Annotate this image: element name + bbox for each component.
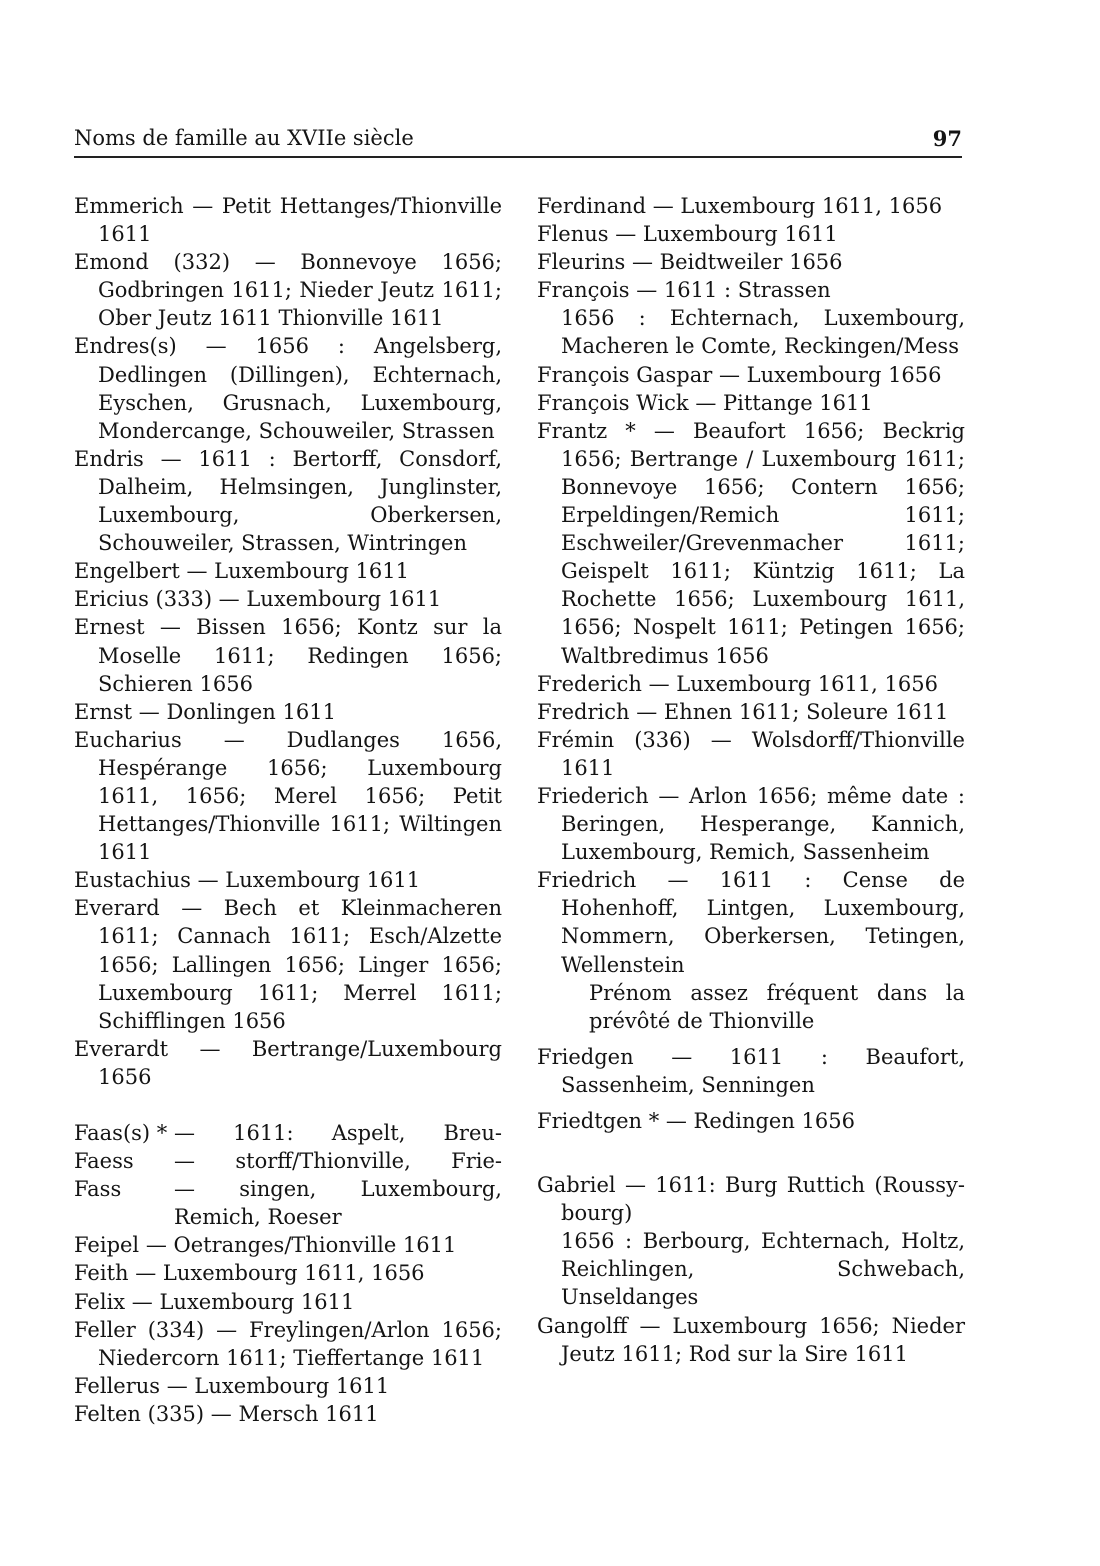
- name-faass: Faas(s) *: [74, 1121, 168, 1145]
- faas-line-1: — 1611: Aspelt, Breu-: [174, 1121, 502, 1145]
- entry-engelbert: Engelbert — Luxembourg 1611: [74, 559, 410, 584]
- entry-faas-group: [74, 1119, 502, 1231]
- entry-friedtgen: Friedtgen * — Redingen 1656: [537, 1109, 855, 1133]
- entry-feith: Feith — Luxembourg 1611, 1656: [74, 1261, 425, 1286]
- entry-frederich: Frederich — Luxembourg 1611, 1656: [537, 671, 938, 696]
- faas-name-variants: [74, 1119, 174, 1231]
- entry-francois-wick: François Wick — Pittange 1611: [537, 390, 873, 415]
- faas-line-rest: — singen, Luxembourg, Remich, Roeser: [174, 1177, 502, 1230]
- spacer: [537, 1035, 965, 1043]
- running-title: Noms de famille au XVIIe siècle: [74, 126, 414, 150]
- entry-feller: Feller (334) — Freylingen/Arlon 1656; Niedercorn 1611; Tieffertange 1611: [74, 1317, 502, 1370]
- name-fass: Fass: [74, 1177, 122, 1202]
- entry-eucharius: Eucharius — Dudlanges 1656, Hespérange 1656; Luxembourg 1611, 1656; Merel 1656; Petit Hettanges/Thionville 1611; Wiltingen 1611: [74, 727, 502, 865]
- spacer: [537, 1163, 965, 1171]
- entry-frantz: Frantz * — Beaufort 1656; Beckrig 1656; Bertrange / Luxembourg 1611; Bonnevoye 1656; Contern 1656; Erpeldingen/Remich 1611; Eschweiler/Grevenmacher 1611; Geispelt 1611; Küntzig 1611; La Rochette 1656; Luxembourg 1611, 1656; Nospelt 1611; Petingen 1656; Waltbredimus 1656: [537, 418, 965, 668]
- section-gap: [74, 1091, 502, 1119]
- entry-emmerich: Emmerich — Petit Hettanges/Thionville 1611: [74, 194, 502, 247]
- entry-eustachius: Eustachius — Luxembourg 1611: [74, 868, 421, 893]
- entry-fellerus: Fellerus — Luxembourg 1611: [74, 1373, 390, 1398]
- entry-endris: Endris — 1611 : Bertorff, Consdorf, Dalheim, Helmsingen, Junglinster, Luxembourg, Oberkersen, Schouweiler, Strassen, Wintringen: [74, 446, 502, 556]
- spacer: [537, 1099, 965, 1107]
- entry-endres: Endres(s) — 1656 : Angelsberg, Dedlingen (Dillingen), Echternach, Eyschen, Grusnach, Luxembourg, Mondercange, Schouweiler, Strassen: [74, 334, 502, 443]
- faas-body: [174, 1119, 502, 1231]
- entry-friedgen: Friedgen — 1611 : Beaufort, Sassenheim, Senningen: [537, 1044, 965, 1097]
- entry-gangolff: Gangolff — Luxembourg 1656; Nieder Jeutz 1611; Rod sur la Sire 1611: [537, 1313, 965, 1366]
- entry-friederich: Friederich — Arlon 1656; même date : Beringen, Hesperange, Kannich, Luxembourg, Remich, Sassenheim: [537, 783, 965, 865]
- entry-felix: Felix — Luxembourg 1611: [74, 1289, 355, 1314]
- entry-ernst: Ernst — Donlingen 1611: [74, 699, 336, 724]
- entry-feipel: Feipel — Oetranges/Thionville 1611: [74, 1233, 457, 1258]
- left-column: [74, 192, 502, 1428]
- entry-ferdinand: Ferdinand — Luxembourg 1611, 1656: [537, 194, 943, 218]
- friedrich-note: Prénom assez fréquent dans la prévôté de Thionville: [589, 980, 965, 1033]
- page-number: 97: [932, 126, 962, 151]
- entry-everardt: Everardt — Bertrange/Luxembourg 1656: [74, 1036, 502, 1089]
- entry-ernest: Ernest — Bissen 1656; Kontz sur la Moselle 1611; Redingen 1656; Schieren 1656: [74, 615, 502, 696]
- entry-fredrich: Fredrich — Ehnen 1611; Soleure 1611: [537, 699, 949, 724]
- name-faess: Faess: [74, 1149, 134, 1174]
- entry-gabriel: Gabriel — 1611: Burg Ruttich (Roussy-bourg): [537, 1173, 965, 1226]
- entry-fleurins: Fleurins — Beidtweiler 1656: [537, 250, 843, 275]
- running-header: [74, 126, 962, 158]
- entry-everard: Everard — Bech et Kleinmacheren 1611; Cannach 1611; Esch/Alzette 1656; Lallingen 1656; Linger 1656; Luxembourg 1611; Merrel 1611; Schifflingen 1656: [74, 896, 502, 1033]
- entry-flenus: Flenus — Luxembourg 1611: [537, 222, 838, 247]
- entry-francois: François — 1611 : Strassen: [537, 278, 831, 303]
- entry-gabriel-continuation: 1656 : Berbourg, Echternach, Holtz, Reichlingen, Schwebach, Unseldanges: [561, 1229, 965, 1310]
- entry-ericius: Ericius (333) — Luxembourg 1611: [74, 587, 442, 612]
- entry-francois-gaspar: François Gaspar — Luxembourg 1656: [537, 362, 942, 387]
- faas-line-2: — storff/Thionville, Frie-: [174, 1149, 502, 1174]
- section-gap: [537, 1135, 965, 1163]
- entry-emond: Emond (332) — Bonnevoye 1656; Godbringen 1611; Nieder Jeutz 1611; Ober Jeutz 1611 Thionville 1611: [74, 250, 502, 331]
- entry-friedrich: Friedrich — 1611 : Cense de Hohenhoff, Lintgen, Luxembourg, Nommern, Oberkersen, Tetingen, Wellenstein: [537, 868, 965, 977]
- entry-fremin: Frémin (336) — Wolsdorff/Thionville 1611: [537, 727, 965, 780]
- right-column: [537, 192, 965, 1368]
- entry-felten: Felten (335) — Mersch 1611: [74, 1401, 379, 1426]
- entry-francois-continuation: 1656 : Echternach, Luxembourg, Macheren le Comte, Reckingen/Mess: [561, 306, 965, 359]
